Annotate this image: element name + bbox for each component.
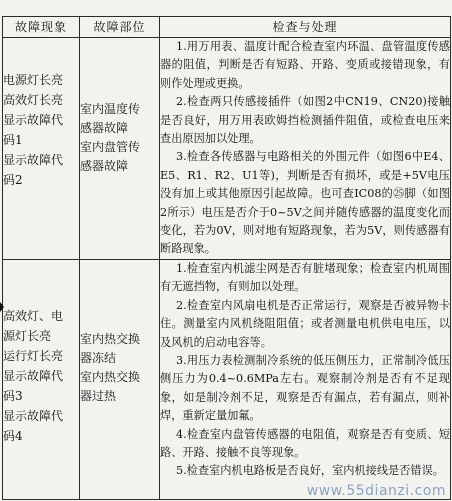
location-line: 器冻结 [80,350,117,365]
symptom-line: 码1 [3,133,23,147]
location-line: 室内热交换 [80,331,141,346]
location-cell [80,38,160,260]
symptom-line: 显示故障代 [3,153,64,167]
table-row [3,259,451,499]
location-line: 器过热 [80,388,117,403]
symptom-line: 显示故障代 [3,408,64,423]
symptom-line: 源灯长亮 [3,328,52,343]
header-location: 故障部位 [80,17,160,38]
location-line: 感器故障 [80,121,129,135]
symptom-line: 运行灯长亮 [3,348,64,363]
table-row [3,38,451,260]
location-line: 室内热交换 [80,369,141,384]
header-symptom: 故障现象 [3,17,80,38]
symptom-line: 电源灯长亮 [3,73,64,87]
location-line: 感器故障 [80,159,129,173]
fault-table [2,16,451,500]
handling-step: 4.检查室内盘管传感器的电阻值，观察是否有变质、短路、开路、接触不良等现象。 [160,427,450,459]
symptom-line: 码3 [3,388,23,403]
symptom-line: 显示故障代 [3,113,64,127]
location-line: 室内温度传 [80,102,141,116]
symptom-line: 高效灯长亮 [3,93,64,107]
symptom-cell [3,259,80,499]
handling-step: 1.用万用表、温度计配合检查室内环温、盘管温度传感器的阻值，判断是否有短路、开路、变质或接错现象，有则作处理或更换。 [160,40,450,90]
handling-step: 5.检查室内机电路板是否良好，室内机接线是否错误。 [176,464,444,478]
table-header-row [3,17,451,38]
symptom-cell [3,38,80,260]
handling-step: 3.用压力表检测制冷系统的低压侧压力，正常制冷低压侧压力为0.4~0.6MPa左右。观察制冷剂是否有不足现象，如是制冷剂不足，观察是否有漏点，若有漏点，则补焊，重新定量加氟。 [160,353,450,423]
symptom-line: 码2 [3,173,23,187]
site-watermark: www.55dianzi.com [306,483,446,499]
location-cell [80,259,160,499]
symptom-line: 显示故障代 [3,368,64,383]
handling-cell [160,38,451,260]
location-line: 室内盘管传 [80,140,141,154]
symptom-line: 码4 [3,428,23,443]
handling-step: 2.检查两只传感接插件（如图2中CN19、CN20)接触是否良好，用万用表欧姆挡检测插件阻值，或检查电压来查出原因加以处理。 [160,95,450,146]
handling-step: 3.检查各传感器与电路相关的外围元件（如图6中E4、E5、R1、R2、U1等)，判断是否有损坏，或是+5V电压没有加上或其他原因引起故障。也可查IC08的㉕脚（如图2所示）电压是否介于0~5V之间并随传感器的温度变化而变化，若为0V，则对地有短路现象，若为5V，则传感器有断路现象。 [160,150,450,256]
handling-step: 1.检查室内机滤尘网是否有脏堵现象；检查室内机周围有无遮挡物，有则加以处理。 [160,261,450,294]
scan-edge-mark [0,302,4,312]
header-handling: 检查与处理 [160,17,451,38]
handling-cell [160,259,451,499]
handling-step: 2.检查室内风扇电机是否正常运行，观察是否被异物卡住。测量室内风机绕阻阻值；或者测量电机供电电压，以及风机的启动电容等。 [160,298,450,349]
symptom-line: 高效灯、电 [3,308,64,323]
